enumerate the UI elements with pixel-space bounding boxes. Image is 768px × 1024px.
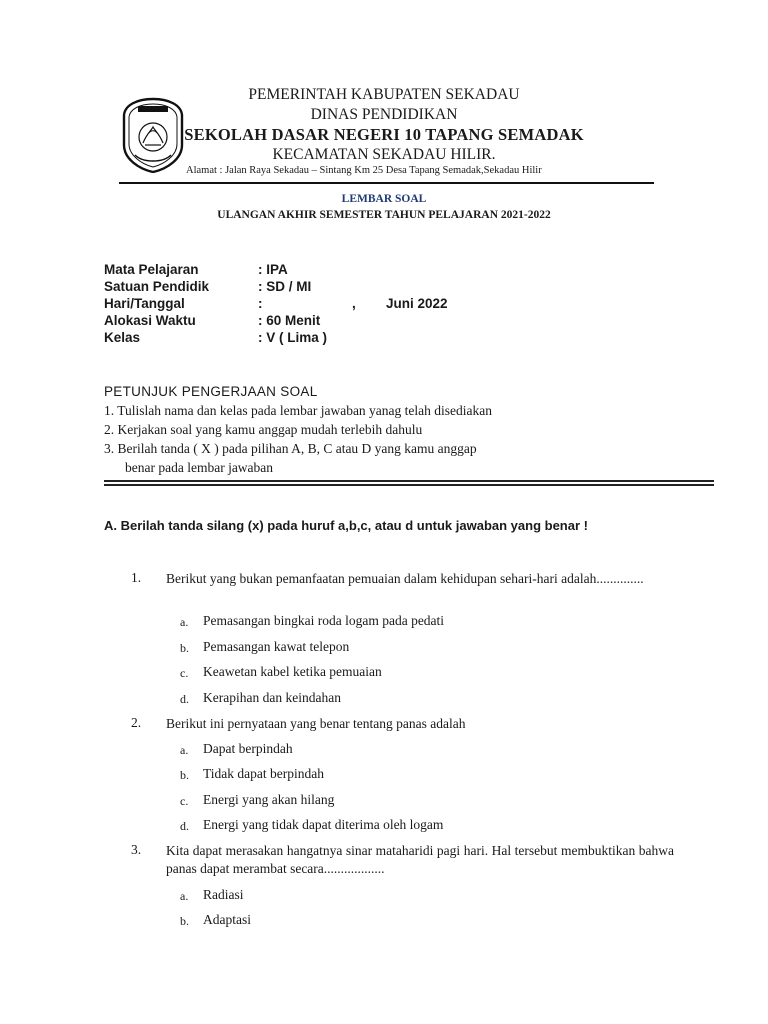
question-number: 2. [131,715,142,730]
option-text: Energi yang tidak dapat diterima oleh logam [203,817,444,832]
question-number: 3. [131,842,142,857]
info-label-class: Kelas [104,330,141,345]
instructions-divider-top [104,480,714,482]
letterhead-government: PEMERINTAH KABUPATEN SEKADAU [248,86,520,103]
info-label-time: Alokasi Waktu [104,313,196,328]
option-text: Pemasangan bingkai roda logam pada pedati [203,613,445,628]
info-value-subject: : IPA [258,262,288,277]
section-a-heading: A. Berilah tanda silang (x) pada huruf a,b,c, atau d untuk jawaban yang benar ! [104,518,588,533]
letterhead-department: DINAS PENDIDIKAN [310,106,458,123]
letterhead-divider [119,182,654,184]
option-text: Radiasi [203,887,244,902]
option-letter: b. [180,641,189,655]
option-text: Energi yang akan hilang [203,792,335,807]
option-text: Dapat berpindah [203,741,293,756]
question-text: Berikut ini pernyataan yang benar tentang panas adalah [166,716,466,731]
option-letter: c. [180,666,189,680]
option-text: Tidak dapat berpindah [203,766,324,781]
option-letter: a. [180,889,189,903]
option-text: Adaptasi [203,912,251,927]
info-date-comma: , [352,296,356,311]
info-label-education-unit: Satuan Pendidik [104,279,210,294]
instruction-item: 3. Berilah tanda ( X ) pada pilihan A, B, C atau D yang kamu anggap [104,441,477,456]
info-value-education-unit: : SD / MI [258,279,312,294]
info-value-time: : 60 Menit [258,313,321,328]
letterhead-address: Alamat : Jalan Raya Sekadau – Sintang Km 25 Desa Tapang Semadak,Sekadau Hilir [186,165,542,176]
option-letter: a. [180,743,189,757]
info-label-date: Hari/Tanggal [104,296,185,311]
option-letter: b. [180,768,189,782]
info-label-subject: Mata Pelajaran [104,262,199,277]
question-text: Berikut yang bukan pemanfaatan pemuaian dalam kehidupan sehari-hari adalah.............. [166,571,644,586]
letterhead-school-name: SEKOLAH DASAR NEGERI 10 TAPANG SEMADAK [184,125,584,144]
question-text: Kita dapat merasakan hangatnya sinar mataharidi pagi hari. Hal tersebut membuktikan bahwa panas dapat merambat secara.................. [166,843,674,876]
option-letter: d. [180,819,189,833]
option-letter: d. [180,692,189,706]
info-date-month: Juni 2022 [386,296,448,311]
instructions-title: PETUNJUK PENGERJAAN SOAL [104,384,318,399]
info-value-date: : [258,296,263,311]
option-letter: c. [180,794,189,808]
option-letter: b. [180,914,189,928]
document-subtitle: ULANGAN AKHIR SEMESTER TAHUN PELAJARAN 2021-2022 [217,209,551,221]
option-text: Keawetan kabel ketika pemuaian [203,664,382,679]
instructions-divider-bottom [104,484,714,486]
question-number: 1. [131,570,142,585]
instruction-item: 1. Tulislah nama dan kelas pada lembar jawaban yanag telah disediakan [104,403,493,418]
instruction-item: 2. Kerjakan soal yang kamu anggap mudah terlebih dahulu [104,422,423,437]
document-title: LEMBAR SOAL [341,193,427,205]
info-value-class: : V ( Lima ) [258,330,328,345]
option-text: Pemasangan kawat telepon [203,639,350,654]
option-text: Kerapihan dan keindahan [203,690,341,705]
option-letter: a. [180,615,189,629]
letterhead-district: KECAMATAN SEKADAU HILIR. [272,146,496,163]
instruction-item-continuation: benar pada lembar jawaban [125,460,274,475]
